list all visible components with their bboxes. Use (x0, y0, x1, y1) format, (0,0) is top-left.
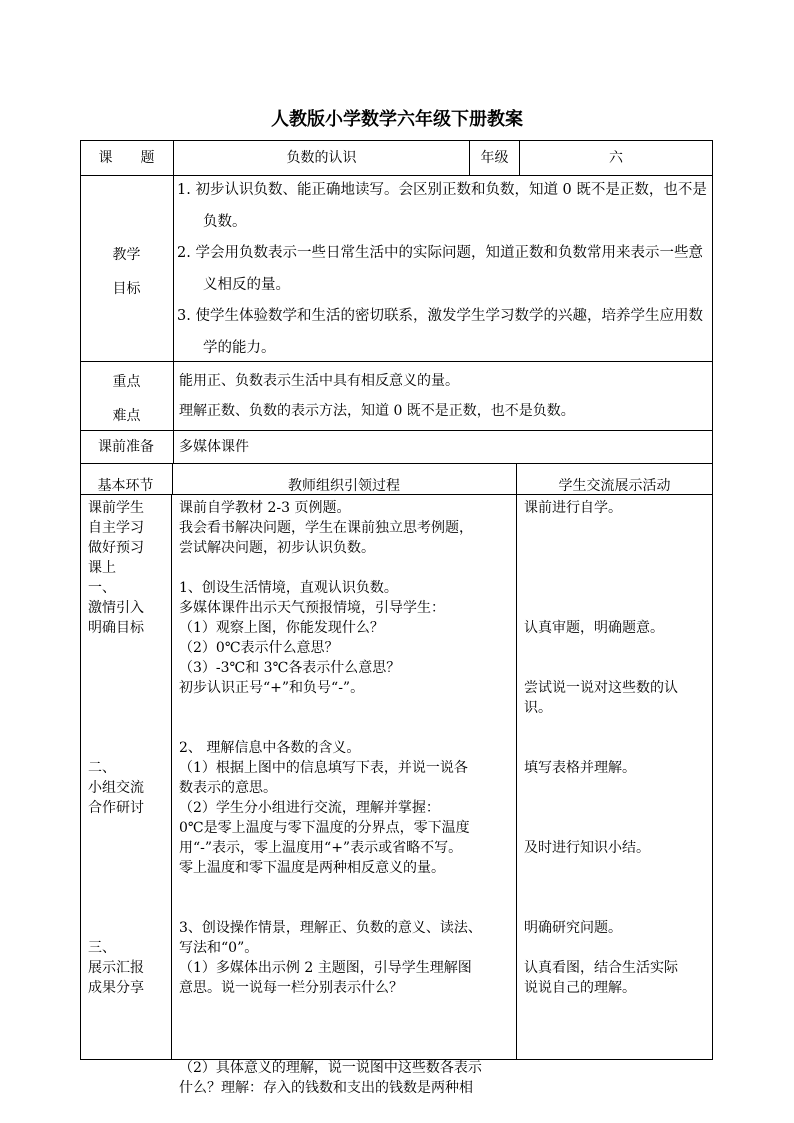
key-point-text: 能用正、负数表示生活中具有相反意义的量。 (179, 373, 459, 389)
table-rule (80, 430, 713, 431)
teacher-process-line (179, 878, 482, 898)
teacher-process-line: 意思。说一说每一栏分别表示什么？ (179, 980, 403, 996)
table-rule (80, 140, 713, 141)
student-activity-line (524, 598, 678, 618)
objective-item: 3. 使学生体验数学和生活的密切联系，激发学生学习数学的兴趣，培养学生应用数学的能力。 (177, 308, 703, 356)
student-activity-line (524, 658, 678, 678)
teacher-process-line (179, 558, 482, 578)
teacher-process-line (179, 1038, 482, 1058)
table-rule (171, 494, 172, 1060)
teacher-process-line: （2）学生分小组进行交流，理解并掌握： (179, 800, 440, 816)
stage-line: 课上 (88, 560, 116, 576)
page-title: 人教版小学数学六年级下册教案 (271, 109, 523, 130)
stage-line: 二、 (88, 760, 116, 776)
objectives-label: 目标 (112, 281, 141, 297)
preparation-label: 课前准备 (98, 439, 154, 455)
teacher-process-line: 2、 理解信息中各数的含义。 (179, 740, 361, 756)
student-activity-line (524, 778, 678, 798)
teacher-process-line: 初步认识正号“+”和负号“-”。 (179, 680, 365, 696)
stage-line (88, 658, 144, 678)
teacher-process-line: 3、创设操作情景，理解正、负数的意义、读法、 (179, 920, 482, 936)
stage-line: 激情引入 (88, 600, 144, 616)
stage-line: 成果分享 (88, 980, 144, 996)
preparation-value: 多媒体课件 (179, 439, 249, 455)
student-activity-line: 认真看图，结合生活实际 (524, 960, 678, 976)
table-rule (80, 140, 81, 1060)
stage-line: 展示汇报 (88, 960, 144, 976)
teacher-process-line: 零上温度和零下温度是两种相反意义的量。 (179, 860, 445, 876)
student-activity-line (524, 898, 678, 918)
student-activity-line: 及时进行知识小结。 (524, 840, 650, 856)
teacher-process-line: 1、创设生活情境，直观认识负数。 (179, 580, 398, 596)
teacher-process-line: 用“-”表示，零上温度用“+”表示或省略不写。 (179, 840, 463, 856)
student-activity-line: 说说自己的理解。 (524, 980, 636, 996)
topic-label: 课 题 (98, 150, 155, 166)
student-activity-line: 识。 (524, 700, 552, 716)
table-rule (516, 463, 517, 1060)
stage-line (88, 898, 144, 918)
teacher-process-line: 我会看书解决问题，学生在课前独立思考例题， (179, 520, 473, 536)
topic-value: 负数的认识 (286, 150, 357, 166)
key-points-label: 重点 (112, 374, 141, 390)
student-activity-line (524, 858, 678, 878)
teacher-process-line: （1）观察上图，你能发现什么？ (179, 620, 384, 636)
student-activity-line (524, 818, 678, 838)
student-activity-line: 认真审题，明确题意。 (524, 620, 664, 636)
student-activity-line: 明确研究问题。 (524, 920, 622, 936)
stage-line: 合作研讨 (88, 800, 144, 816)
teacher-process-line: （2）0℃表示什么意思？ (179, 640, 339, 656)
teacher-process-line: （3）-3℃和 3℃各表示什么意思？ (179, 660, 401, 676)
student-activity-line: 课前进行自学。 (524, 500, 622, 516)
student-activity-line (524, 538, 678, 558)
teacher-process-line (179, 1018, 482, 1038)
teacher-process-line: 课前自学教材 2-3 页例题。 (179, 500, 351, 516)
stage-line (88, 678, 144, 698)
teacher-column (179, 498, 482, 1098)
stage-line (88, 918, 144, 938)
teacher-process-line: 0℃是零上温度与零下温度的分界点，零下温度 (179, 820, 470, 836)
teacher-process-line: （1）根据上图中的信息填写下表，并说一说各 (179, 760, 468, 776)
key-points-label: 难点 (112, 408, 141, 424)
student-activity-line (524, 718, 678, 738)
teacher-process-line: 写法和“0”。 (179, 940, 259, 956)
student-activity-line (524, 638, 678, 658)
teacher-process-line: 多媒体课件出示天气预报情境，引导学生： (179, 600, 445, 616)
objective-item: 1. 初步认识负数、能正确地读写。会区别正数和负数，知道 0 既不是正数，也不是负数。 (177, 182, 707, 230)
objective-item: 2. 学会用负数表示一些日常生活中的实际问题，知道正数和负数常用来表示一些意义相反的量。 (177, 245, 703, 293)
teacher-process-line: 数表示的意思。 (179, 780, 277, 796)
stage-line: 小组交流 (88, 780, 144, 796)
lesson-plan-table (80, 140, 713, 1096)
stage-line (88, 818, 144, 838)
teacher-process-line: （2）具体意义的理解，说一说图中这些数各表示 (179, 1060, 482, 1076)
student-activity-line (524, 578, 678, 598)
process-header-student: 学生交流展示活动 (558, 478, 671, 494)
stage-line: 一、 (88, 580, 116, 596)
teacher-process-line: （1）多媒体出示例 2 主题图，引导学生理解图 (179, 960, 472, 976)
difficult-point-text: 理解正数、负数的表示方法，知道 0 既不是正数，也不是负数。 (179, 403, 575, 419)
stage-line (88, 738, 144, 758)
student-activity-line: 尝试说一说对这些数的认 (524, 680, 678, 696)
process-header-stage: 基本环节 (97, 478, 154, 494)
student-activity-line (524, 518, 678, 538)
stage-line (88, 698, 144, 718)
stage-line (88, 638, 144, 658)
stage-line: 明确目标 (88, 620, 144, 636)
table-rule (173, 140, 174, 463)
stage-line: 做好预习 (88, 540, 144, 556)
teacher-process-line: 尝试解决问题，初步认识负数。 (179, 540, 375, 556)
teacher-process-line: 什么？理解：存入的钱数和支出的钱数是两种相 (179, 1080, 473, 1096)
student-activity-line: 填写表格并理解。 (524, 760, 636, 776)
grade-value: 六 (609, 150, 623, 166)
teacher-process-line (179, 898, 482, 918)
teacher-process-line (179, 998, 482, 1018)
student-activity-line (524, 938, 678, 958)
table-rule (80, 463, 713, 464)
stage-line (88, 858, 144, 878)
stage-line (88, 718, 144, 738)
objectives-list (177, 175, 709, 364)
grade-label: 年级 (480, 150, 509, 166)
stage-line: 三、 (88, 940, 116, 956)
stage-column (88, 498, 144, 998)
stage-line (88, 878, 144, 898)
process-header-teacher: 教师组织引领过程 (288, 478, 400, 494)
student-activity-line (524, 558, 678, 578)
student-activity-line (524, 738, 678, 758)
student-activity-line (524, 798, 678, 818)
student-activity-line (524, 878, 678, 898)
student-column (524, 498, 678, 998)
stage-line (88, 838, 144, 858)
objectives-label: 教学 (112, 247, 141, 263)
stage-line: 自主学习 (88, 520, 144, 536)
table-rule (712, 140, 713, 1060)
stage-line: 课前学生 (88, 500, 144, 516)
teacher-process-line (179, 718, 482, 738)
teacher-process-line (179, 698, 482, 718)
